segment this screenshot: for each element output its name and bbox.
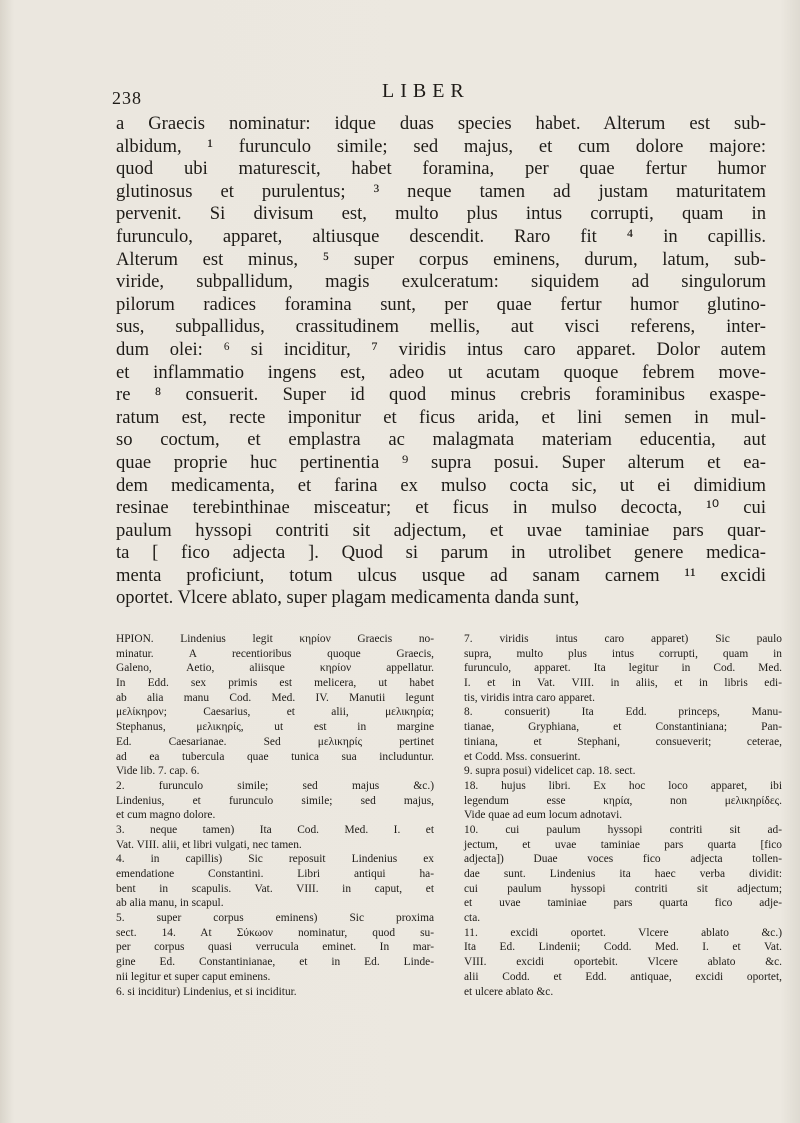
footnote-line: 3. neque tamen) Ita Cod. Med. I. et [116, 823, 434, 836]
text-line: Alterum est minus, ⁵ super corpus eminens, durum, latum, sub- [116, 248, 766, 270]
running-head: LIBER [382, 80, 470, 102]
footnote-line: 8. consuerit) Ita Edd. princeps, Manu- [464, 706, 782, 719]
footnote-line: 4. in capillis) Sic reposuit Lindenius ex [116, 853, 434, 866]
footnote-line: Ed. Caesarianae. Sed μελικηρίς pertinet [116, 735, 434, 748]
text-line: a Graecis nominatur: idque duas species habet. Alterum est sub- [116, 113, 766, 134]
footnote-line: 7. viridis intus caro apparet) Sic paulo [464, 633, 782, 645]
footnote-line: et uvae taminiae pars quarta fico adje- [464, 897, 782, 910]
footnote-line: 2. furunculo simile; sed majus &c.) [116, 779, 434, 792]
footnotes-left-column [116, 632, 434, 999]
text-line: et inflammatio ingens est, adeo ut acutam quoque febrem move- [116, 361, 766, 383]
footnotes [116, 632, 782, 1062]
text-line: menta proficiunt, totum ulcus usque ad sanam carnem ¹¹ excidi [116, 564, 766, 586]
text-line: dem medicamenta, et farina ex mulso cocta sic, ut ei dimidium [116, 474, 766, 496]
footnote-line: cui paulum hyssopi contriti sit adjectum; [464, 882, 782, 895]
footnotes-right-column [464, 632, 782, 999]
footnote-line: bent in scapulis. Vat. VIII. in caput, et [116, 882, 434, 895]
footnote-line: 5. super corpus eminens) Sic proxima [116, 912, 434, 925]
text-line: albidum, ¹ furunculo simile; sed majus, et cum dolore majore: [116, 135, 766, 157]
footnote-line: ab alia manu, in scapul. [116, 897, 224, 910]
main-text [116, 113, 766, 610]
footnote-line: Vide lib. 7. cap. 6. [116, 765, 200, 778]
footnote-line: Vat. VIII. alii, et libri vulgati, nec tamen. [116, 838, 302, 851]
footnote-line: 10. cui paulum hyssopi contriti sit ad- [464, 823, 782, 836]
footnote-line: gine Ed. Constantinianae, et in Ed. Linde- [116, 956, 434, 969]
footnote-line: In Edd. sex primis est melicera, ut habet [116, 677, 434, 690]
footnote-line: ΗΡΙΟΝ. Lindenius legit κηρίον Graecis no- [116, 633, 434, 645]
footnote-line: VIII. excidi oportebit. Vlcere ablato &c. [464, 956, 782, 969]
text-line: quod ubi maturescit, habet foramina, per quae fertur humor [116, 158, 766, 180]
footnote-line: 9. supra posui) videlicet cap. 18. sect. [464, 765, 636, 778]
footnote-line: Ita Ed. Lindenii; Codd. Med. I. et Vat. [464, 941, 782, 954]
text-line: ratum est, recte imponitur et ficus arida, et lini semen in mul- [116, 406, 766, 428]
footnote-line: tiniana, et Stephani, consueverit; ceterae, [464, 735, 782, 748]
footnote-line: Galeno, Aetio, aliisque κηρίον appellatur. [116, 662, 434, 675]
footnote-line: legendum esse κηρία, non μελικηρίδες. [464, 794, 782, 807]
footnote-line: Stephanus, μελικηρίς, ut est in margine [116, 721, 434, 734]
footnote-line: 11. excidi oportet. Vlcere ablato &c.) [464, 926, 782, 939]
text-line: sus, subpallidus, crassitudinem mellis, aut visci referens, inter- [116, 316, 766, 338]
footnote-line: I. et in Vat. VIII. in aliis, et in libris edi- [464, 677, 782, 690]
text-line: quae proprie huc pertinentia ⁹ supra posui. Super alterum et ea- [116, 451, 766, 473]
text-line: pilorum radices foramina sunt, per quae fertur humor glutino- [116, 293, 766, 315]
footnote-line: ad ea tubercula quae tunica sua includuntur. [116, 750, 434, 763]
footnote-line: minatur. A recentioribus quoque Graecis, [116, 647, 434, 660]
footnote-line: per corpus quasi verrucula eminet. In mar- [116, 941, 434, 954]
footnote-line: supra, multo plus intus corrupti, quam in [464, 647, 782, 660]
footnote-line: et cum magno dolore. [116, 809, 216, 822]
text-line: pervenit. Si divisum est, multo plus intus corrupti, quam in [116, 203, 766, 225]
footnote-line: dae sunt. Lindenius ita haec verba dividit: [464, 868, 782, 880]
text-line: ta [ fico adjecta ]. Quod si parum in utrolibet genere medica- [116, 542, 766, 564]
footnote-line: adjecta]) Duae voces fico adjecta tollen- [464, 853, 782, 866]
footnote-line: sect. 14. At Σύκωον nominatur, quod su- [116, 926, 434, 939]
text-line: paulum hyssopi contriti sit adjectum, et uvae taminiae pars quar- [116, 519, 766, 541]
footnote-line: furunculo, apparet. Ita legitur in Cod. Med. [464, 662, 782, 675]
footnote-line: et Codd. Mss. consuerint. [464, 750, 581, 763]
text-line: re ⁸ consuerit. Super id quod minus crebris foraminibus exaspe- [116, 384, 766, 406]
page-header [112, 80, 772, 110]
footnote-line: tis, viridis intra caro apparet. [464, 691, 595, 704]
text-line: oportet. Vlcere ablato, super plagam medicamenta danda sunt, [116, 587, 580, 609]
footnote-line: et ulcere ablato &c. [464, 985, 554, 998]
footnote-line: cta. [464, 912, 481, 925]
text-line: resinae terebinthinae misceatur; et ficus in mulso decocta, ¹⁰ cui [116, 497, 766, 519]
text-line: glutinosus et purulentus; ³ neque tamen ad justam maturitatem [116, 180, 766, 202]
footnote-line: emendatione Constantini. Libri antiqui ha- [116, 868, 434, 880]
text-line: viride, subpallidum, magis exulceratum: siquidem ad singulorum [116, 271, 766, 293]
footnote-line: ab alia manu Cod. Med. IV. Manutii legunt [116, 691, 434, 704]
footnote-line: Lindenius, et furunculo simile; sed majus, [116, 794, 434, 807]
footnote-line: μελίκηρον; Caesarius, et alii, μελικηρία; [116, 706, 434, 719]
footnote-line: 18. hujus libri. Ex hoc loco apparet, ibi [464, 779, 782, 792]
footnote-line: 6. si inciditur) Lindenius, et si inciditur. [116, 985, 297, 998]
page-number: 238 [112, 88, 142, 108]
text-line: dum olei: ⁶ si inciditur, ⁷ viridis intus caro apparet. Dolor autem [116, 338, 766, 360]
footnote-line: jectum, et uvae taminiae pars quarta [fico [464, 838, 782, 851]
footnote-line: nii legitur et super caput eminens. [116, 970, 271, 983]
text-line: so coctum, et emplastra ac malagmata materiam educentia, aut [116, 429, 766, 451]
text-line: furunculo, apparet, altiusque descendit. Raro fit ⁴ in capillis. [116, 225, 766, 247]
footnote-line: alii Codd. et Edd. antiquae, excidi oportet, [464, 970, 782, 983]
footnote-line: Vide quae ad eum locum adnotavi. [464, 809, 623, 822]
footnote-line: tianae, Gryphiana, et Constantiniana; Pan- [464, 721, 782, 734]
